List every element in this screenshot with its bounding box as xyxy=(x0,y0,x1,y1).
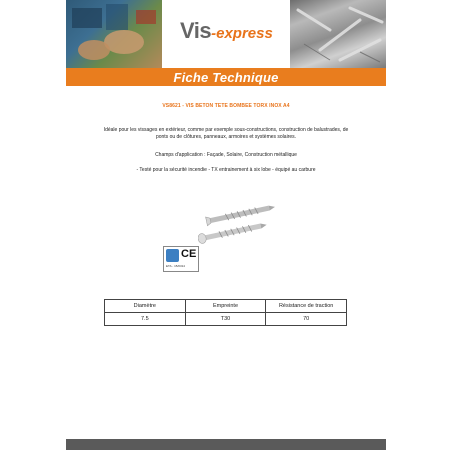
screws-photo xyxy=(290,0,386,68)
eta-logo-icon xyxy=(166,249,179,262)
spec-table xyxy=(104,299,347,326)
applications-text: Champs d'application : Façade, Solaire, Construction métallique xyxy=(155,152,297,158)
tools-photo xyxy=(66,0,162,68)
screw-image xyxy=(198,204,282,246)
ce-mark: CE xyxy=(181,248,197,260)
spec-header-drive: Empreinte xyxy=(185,300,266,313)
header-banner xyxy=(66,0,386,68)
spec-drive-value: T30 xyxy=(185,313,266,326)
datasheet xyxy=(66,0,386,452)
spec-tensile-value: 70 xyxy=(266,313,347,326)
brand-logo xyxy=(180,18,273,44)
ce-certification-badge xyxy=(163,246,199,272)
product-title: VS8621 - VIS BETON TETE BOMBEE TORX INOX A4 xyxy=(162,103,290,109)
spec-header-diameter: Diamètre xyxy=(105,300,186,313)
spec-diameter-value: 7.5 xyxy=(105,313,186,326)
brand-name: Vis xyxy=(180,18,212,43)
section-title-bar xyxy=(66,68,386,86)
table-row xyxy=(105,313,347,326)
product-description: Idéale pour les vissages en extérieur, comme par exemple sous-constructions, construction de balustrades, de ponts ou de clôtures, panneaux, armoires et systèmes solaires. xyxy=(103,127,349,140)
eta-reference: ETA - 15/0314 xyxy=(166,264,185,268)
spec-header-row xyxy=(105,300,347,313)
features-text: - Testé pour la sécurité incendie - TX entrainement à six lobe - équipé au carbure xyxy=(136,167,316,173)
section-title: Fiche Technique xyxy=(173,69,279,85)
brand-suffix: -express xyxy=(211,25,273,42)
footer-bar xyxy=(66,439,386,450)
spec-header-tensile: Résistance de traction xyxy=(266,300,347,313)
